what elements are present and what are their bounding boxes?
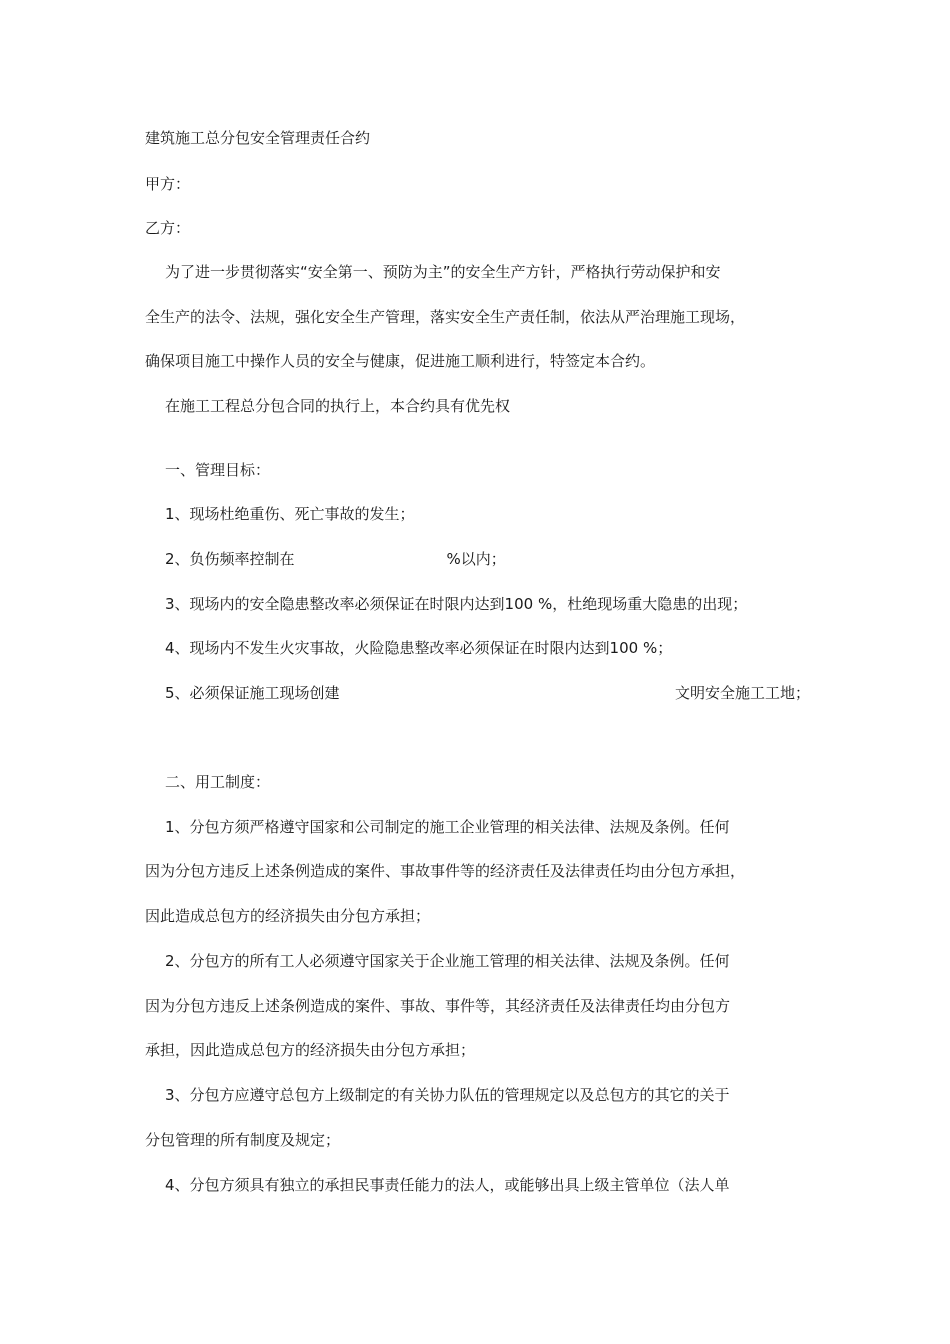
section-1-heading: 一、管理目标：: [165, 461, 271, 479]
section-2-item-1-line-3: 因此造成总包方的经济损失由分包方承担；: [145, 907, 431, 925]
section-2-heading: 二、用工制度：: [165, 773, 271, 791]
section-1-item-2-text-a: 2、负伤频率控制在: [165, 550, 295, 568]
intro-line-3: 确保项目施工中操作人员的安全与健康，促进施工顺利进行，特签定本合约。: [145, 352, 656, 370]
section-1-item-4: 4、现场内不发生火灾事故，火险隐患整改率必须保证在时限内达到100 %；: [165, 639, 673, 657]
section-2-item-2-line-2: 因为分包方违反上述条例造成的案件、事故、事件等，其经济责任及法律责任均由分包方: [145, 997, 731, 1015]
section-1-item-2-text-b: %以内；: [446, 550, 506, 568]
party-b-label: 乙方：: [145, 219, 191, 237]
section-1-item-5-text-a: 5、必须保证施工现场创建: [165, 684, 340, 702]
priority-clause: 在施工工程总分包合同的执行上，本合约具有优先权: [165, 397, 511, 415]
section-2-item-3-line-2: 分包管理的所有制度及规定；: [145, 1131, 341, 1149]
section-1-item-5: [165, 683, 810, 703]
document-title: 建筑施工总分包安全管理责任合约: [145, 129, 371, 147]
intro-line-2: 全生产的法令、法规，强化安全生产管理，落实安全生产责任制，依法从严治理施工现场，: [145, 308, 746, 326]
section-1-item-5-text-b: 文明安全施工工地；: [674, 684, 810, 702]
party-a-label: 甲方：: [145, 175, 191, 193]
section-1-item-1: 1、现场杜绝重伤、死亡事故的发生；: [165, 505, 415, 523]
section-1-item-2: [165, 549, 810, 569]
intro-line-1: 为了进一步贯彻落实“安全第一、预防为主”的安全生产方针，严格执行劳动保护和安: [165, 263, 721, 281]
section-2-item-3-line-1: 3、分包方应遵守总包方上级制定的有关协力队伍的管理规定以及总包方的其它的关于: [165, 1086, 730, 1104]
section-2-item-2-line-1: 2、分包方的所有工人必须遵守国家关于企业施工管理的相关法律、法规及条例。任何: [165, 952, 730, 970]
section-2-item-2-line-3: 承担，因此造成总包方的经济损失由分包方承担；: [145, 1041, 476, 1059]
section-2-item-4-line-1: 4、分包方须具有独立的承担民事责任能力的法人，或能够出具上级主管单位（法人单: [165, 1176, 730, 1194]
section-2-item-1-line-1: 1、分包方须严格遵守国家和公司制定的施工企业管理的相关法律、法规及条例。任何: [165, 818, 730, 836]
section-1-item-3: 3、现场内的安全隐患整改率必须保证在时限内达到100 %，杜绝现场重大隐患的出现；: [165, 595, 748, 613]
section-2-item-1-line-2: 因为分包方违反上述条例造成的案件、事故事件等的经济责任及法律责任均由分包方承担，: [145, 862, 746, 880]
